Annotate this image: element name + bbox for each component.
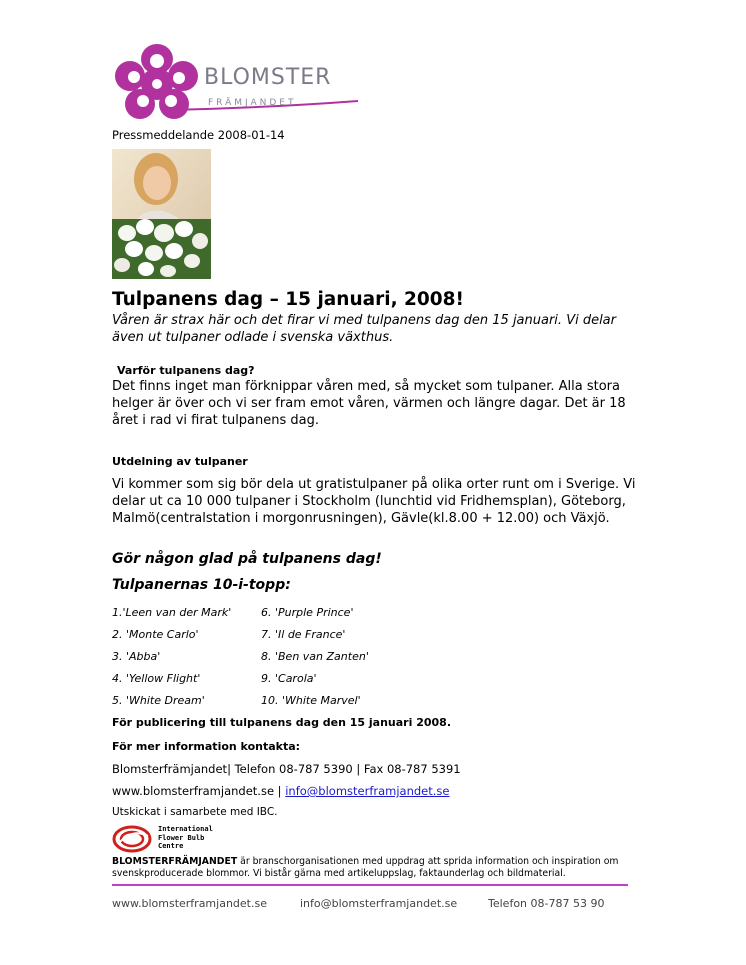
why-heading: Varför tulpanens dag? [117,364,255,377]
contact-line: Blomsterfrämjandet| Telefon 08-787 5390 | Fax 08-787 5391 [112,762,461,776]
distribution-heading: Utdelning av tulpaner [112,455,248,468]
list-item: 4. 'Yellow Flight' [112,672,201,685]
ibc-line: Centre [158,842,184,850]
top-list-heading: Tulpanernas 10-i-topp: [112,577,291,593]
ibc-logo-icon [112,824,154,854]
about-text [112,856,632,880]
list-item: 3. 'Abba' [112,650,161,663]
ibc-line: International [158,825,213,833]
list-item: 2. 'Monte Carlo' [112,628,199,641]
why-body: Det finns inget man förknippar våren med, så mycket som tulpaner. Alla stora helger är över och vi ser fram emot våren, värmen och längre dagar. Det är 18 året i rad vi firat tulpanens dag. [112,379,626,428]
more-info-heading: För mer information kontakta: [112,740,301,753]
press-release-date: Pressmeddelande 2008-01-14 [112,128,285,142]
footer-email[interactable]: info@blomsterframjandet.se [300,897,458,910]
distribution-body: Vi kommer som sig bör dela ut gratistulpaner på olika orter runt om i Sverige. Vi delar ut ca 10 000 tulpaner i Stockholm (lunchtid vid Fridhemsplan), Göteborg, Malmö(centralstation i morgonrusningen), Gävle(kl.8.00 + 12.00) och Växjö. [112,477,636,526]
intro-text: Våren är strax här och det firar vi med tulpanens dag den 15 januari. Vi delar även ut tulpaner odlade i svenska växthus. [112,313,616,345]
list-item: 1.'Leen van der Mark' [112,606,232,619]
separator: | [274,784,286,798]
list-item: 6. 'Purple Prince' [261,606,354,619]
list-item: 7. 'Il de France' [261,628,346,641]
publication-note: För publicering till tulpanens dag den 15 januari 2008. [112,716,451,729]
list-item: 10. 'White Marvel' [261,694,361,707]
about-org-name: BLOMSTERFRÄMJANDET [112,856,238,867]
list-item: 9. 'Carola' [261,672,317,685]
brand-name: BLOMSTER [204,65,332,90]
email-link[interactable]: info@blomsterframjandet.se [285,784,450,798]
ibc-line: Flower Bulb [158,833,205,842]
page-title: Tulpanens dag – 15 januari, 2008! [112,289,464,310]
ibc-note: Utskickat i samarbete med IBC. [112,806,278,818]
about-description: är branschorganisationen med uppdrag att sprida information och inspiration om svenskproducerade blommor. Vi bistår gärna med artikeluppslag, faktaunderlag och bildmaterial. [112,856,619,879]
website-text: www.blomsterframjandet.se [112,784,275,798]
girl-with-tulips-photo [112,149,211,279]
list-item: 8. 'Ben van Zanten' [261,650,369,663]
footer-phone: Telefon 08-787 53 90 [488,897,605,910]
web-contact-line [112,784,450,798]
ibc-logo-text [158,825,213,851]
footer-divider [112,884,628,886]
brand-subtitle: FRÄMJANDET [208,98,297,108]
footer-website[interactable]: www.blomsterframjandet.se [112,897,267,910]
list-item: 5. 'White Dream' [112,694,205,707]
glad-slogan: Gör någon glad på tulpanens dag! [112,551,382,567]
